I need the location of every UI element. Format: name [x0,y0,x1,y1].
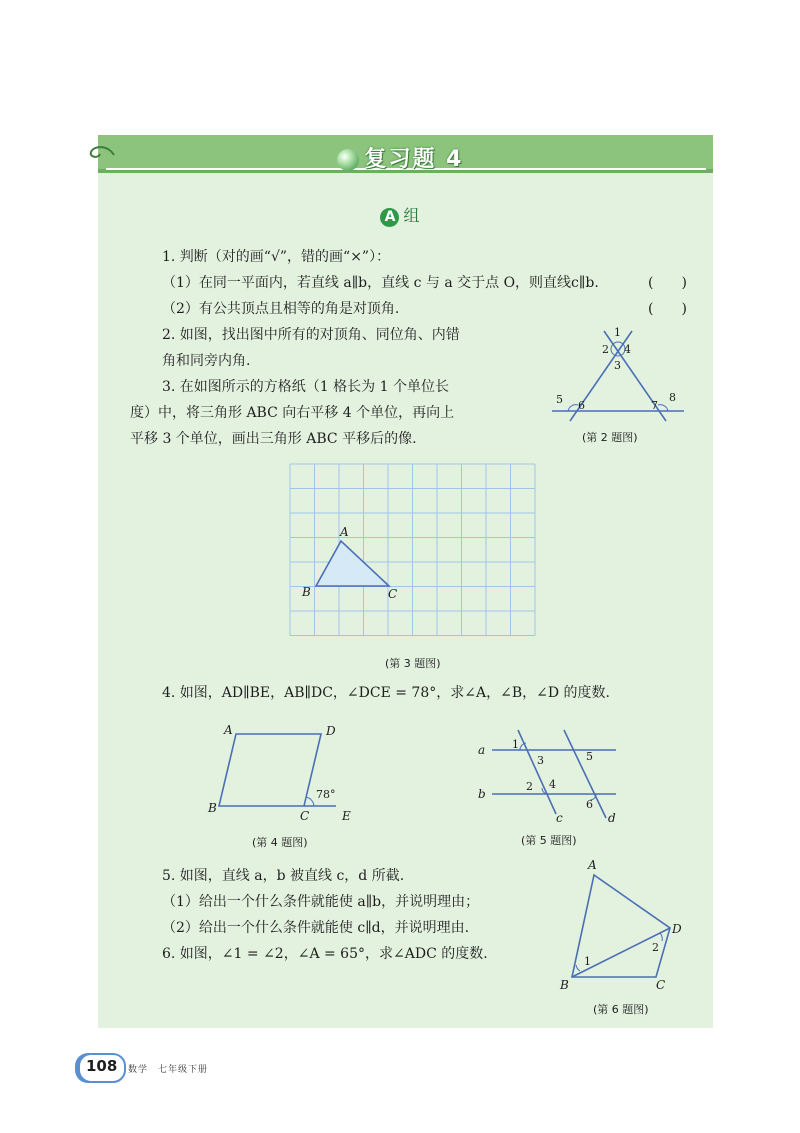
q6-stem: 6. 如图，∠1 = ∠2，∠A = 65°，求∠ADC 的度数. [162,946,488,962]
q4-label-c: C [300,809,310,823]
q3-grid-figure [288,462,538,638]
q5-figure [472,726,622,826]
q2-label-3: 3 [614,359,621,372]
q6-label-a: A [588,858,597,872]
q6-label-d: D [672,922,682,936]
q2-label-4: 4 [624,343,631,356]
q5-line-d: d [608,811,616,825]
q2-line2: 角和同旁内角. [162,353,251,369]
globe-icon [337,149,359,171]
q2-caption: (第 2 题图) [582,431,638,444]
q2-label-8: 8 [669,391,676,404]
q2-figure [548,325,688,425]
q2-line1: 2. 如图，找出图中所有的对顶角、同位角、内错 [162,327,460,343]
q3-point-a: A [340,525,349,539]
q2-label-6: 6 [578,399,585,412]
q5-item1: （1）给出一个什么条件就能使 a∥b，并说明理由； [162,894,480,910]
q5-angle-5: 5 [586,750,593,763]
q4-label-d: D [326,724,336,738]
q5-stem: 5. 如图，直线 a，b 被直线 c，d 所截. [162,868,405,884]
q5-angle-1: 1 [512,738,519,751]
q4-caption: (第 4 题图) [252,836,308,849]
section-title: 复习题 4 [0,142,800,173]
q1-item2: （2）有公共顶点且相等的角是对顶角. [162,301,400,317]
q6-label-b: B [560,978,569,992]
q1-item1: （1）在同一平面内，若直线 a∥b，直线 c 与 a 交于点 O，则直线c∥b. [162,275,599,291]
q5-angle-6: 6 [586,798,593,811]
q2-label-7: 7 [651,399,658,412]
q3-line2: 度）中，将三角形 ABC 向右平移 4 个单位，再向上 [130,405,455,421]
q2-label-1: 1 [614,326,621,339]
group-badge: A [380,208,399,227]
q1-item1-bracket: ( ) [648,275,687,291]
q5-angle-3: 3 [537,754,544,767]
q4-label-b: B [208,801,217,815]
q5-caption: (第 5 题图) [521,834,577,847]
q3-line3: 平移 3 个单位，画出三角形 ABC 平移后的像. [130,431,417,447]
q3-point-b: B [302,585,311,599]
q6-label-c: C [656,978,666,992]
q3-point-c: C [388,587,398,601]
q1-item2-bracket: ( ) [648,301,687,317]
q5-angle-4: 4 [549,778,556,791]
q4-label-a: A [224,723,233,737]
q4-label-e: E [342,809,351,823]
q2-label-5: 5 [556,393,563,406]
q5-line-a: a [478,743,486,757]
q6-caption: (第 6 题图) [593,1003,649,1016]
book-title: 数学 七年级下册 [128,1065,209,1075]
q6-angle-1: 1 [584,955,591,968]
q5-item2: （2）给出一个什么条件就能使 c∥d，并说明理由. [162,920,470,936]
q5-angle-2: 2 [526,780,533,793]
q4-figure [200,722,370,826]
q6-angle-2: 2 [652,941,659,954]
group-heading: A 组 [0,203,800,227]
q5-line-b: b [478,787,486,801]
q3-caption: (第 3 题图) [385,657,441,670]
q3-line1: 3. 在如图所示的方格纸（1 格长为 1 个单位长 [162,379,449,395]
q4-angle-label: 78° [316,788,336,801]
q2-label-2: 2 [602,343,609,356]
q1-stem: 1. 判断（对的画“√”，错的画“×”）： [162,249,391,265]
page-number: 108 [86,1057,118,1075]
q4-stem: 4. 如图，AD∥BE，AB∥DC，∠DCE = 78°，求∠A，∠B，∠D 的度数. [162,685,610,701]
q5-line-c: c [556,811,563,825]
q6-figure [556,855,686,995]
